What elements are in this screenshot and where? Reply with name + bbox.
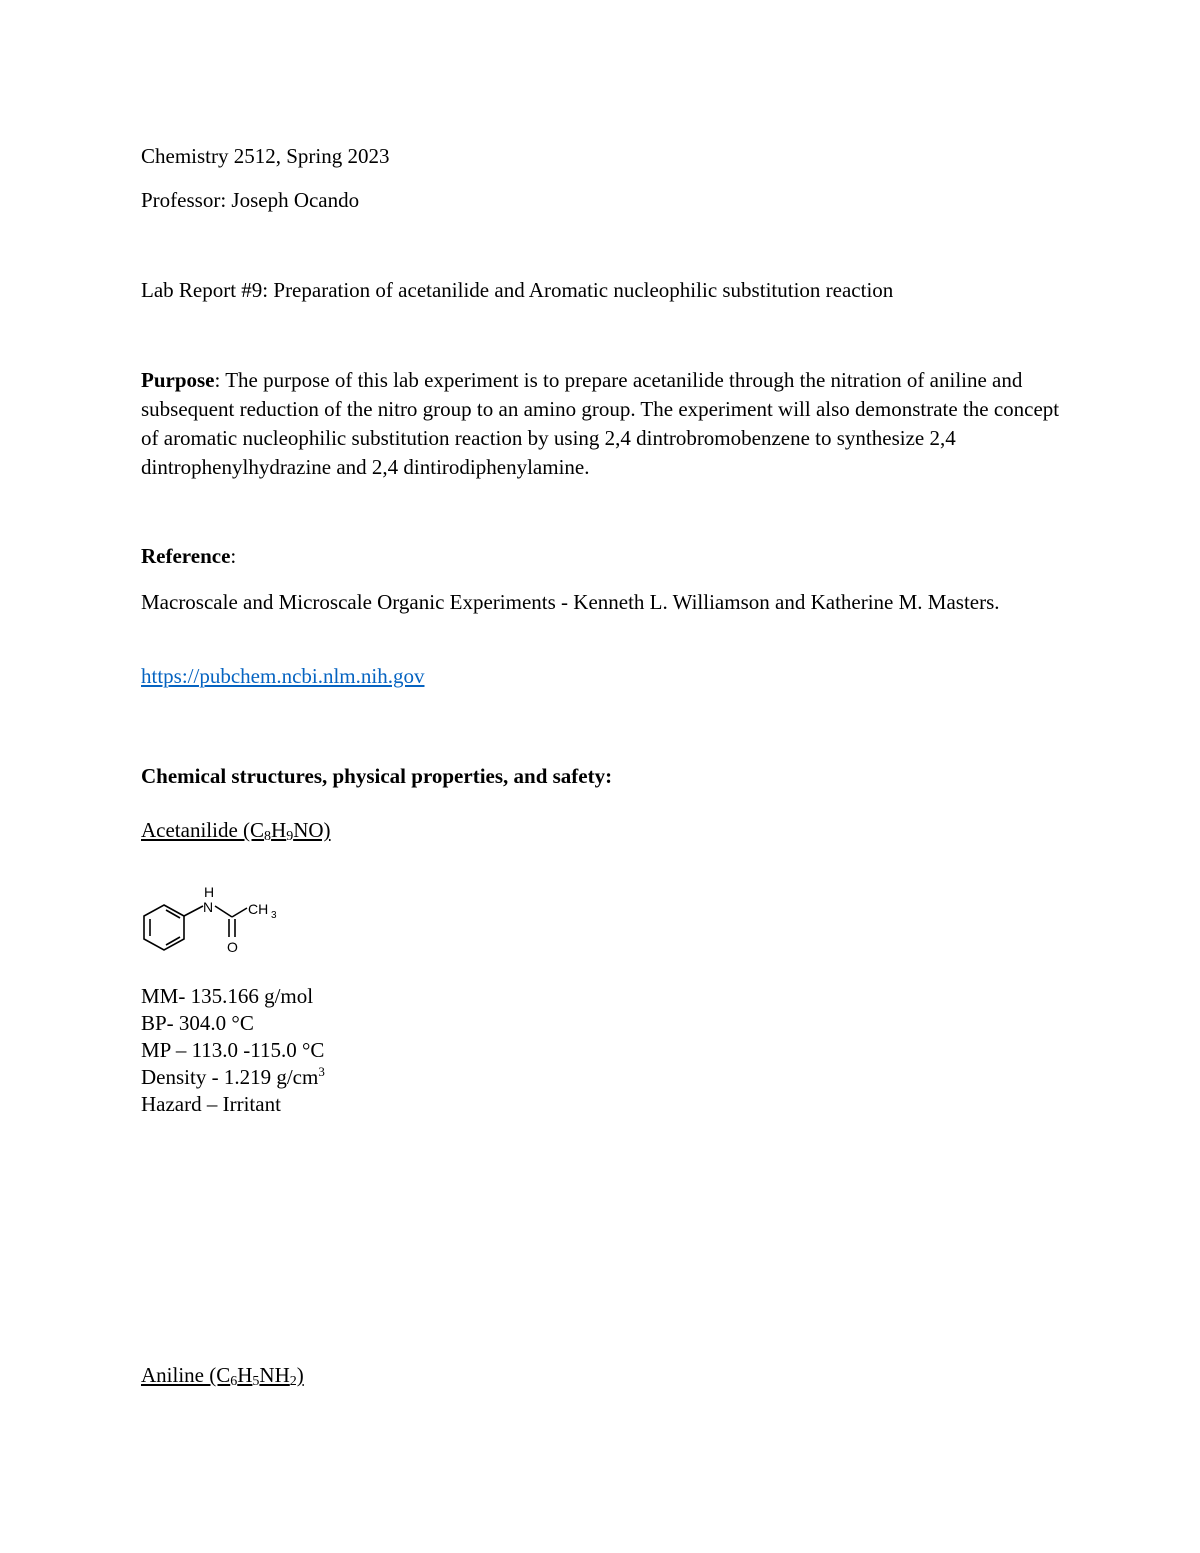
acetanilide-properties xyxy=(141,983,325,1118)
carbon-to-methyl-bond xyxy=(232,908,247,917)
formula-part: H xyxy=(271,818,287,842)
formula-sub: 8 xyxy=(264,829,272,844)
report-title: Lab Report #9: Preparation of acetanilide and Aromatic nucleophilic substitution reaction xyxy=(141,278,894,302)
pubchem-link[interactable]: https://pubchem.ncbi.nlm.nih.gov xyxy=(141,664,425,688)
ring-double-bond xyxy=(166,937,180,945)
professor-line: Professor: Joseph Ocando xyxy=(141,188,360,212)
ring-to-nitrogen-bond xyxy=(184,906,203,916)
section-heading: Chemical structures, physical properties, and safety: xyxy=(141,764,613,788)
reference-separator: : xyxy=(230,544,237,568)
formula-part: NO) xyxy=(293,818,331,842)
formula-part: ) xyxy=(296,1363,304,1387)
density-value: Density - 1.219 g/cm xyxy=(141,1065,319,1089)
boiling-point: BP- 304.0 °C xyxy=(141,1011,254,1035)
formula-sub: 6 xyxy=(230,1374,238,1389)
purpose-label: Purpose xyxy=(141,368,215,392)
aniline-heading xyxy=(141,1361,304,1390)
hazard: Hazard – Irritant xyxy=(141,1092,281,1116)
purpose-text: The purpose of this lab experiment is to prepare acetanilide through the nitration of aniline and subsequent reduction of the nitro group to an amino group. The experiment will also demonstrate the concept of aromatic nucleophilic substitution reaction by using 2,4 dintrobromobenzene to synthesize 2,4 dintrophenylhydrazine and 2,4 dintirodiphenylamine. xyxy=(141,368,1060,479)
melting-point: MP – 113.0 -115.0 °C xyxy=(141,1038,325,1062)
acetanilide-name: Acetanilide (C xyxy=(141,818,265,842)
formula-part: H xyxy=(237,1363,253,1387)
molar-mass: MM- 135.166 g/mol xyxy=(141,984,314,1008)
oxygen-label: O xyxy=(227,939,238,955)
formula-sub: 9 xyxy=(286,829,294,844)
reference-heading xyxy=(141,542,236,571)
course-line: Chemistry 2512, Spring 2023 xyxy=(141,144,390,168)
density-unit-sup: 3 xyxy=(318,1064,325,1079)
reference-book: Macroscale and Microscale Organic Experiments - Kenneth L. Williamson and Katherine M. Masters. xyxy=(141,590,1000,614)
formula-sub: 2 xyxy=(289,1374,297,1389)
acetanilide-heading xyxy=(141,816,331,845)
purpose-separator: : xyxy=(214,368,221,392)
ring-double-bond xyxy=(166,910,180,918)
reference-label: Reference xyxy=(141,544,231,568)
methyl-subscript: 3 xyxy=(271,910,277,921)
acetanilide-structure xyxy=(140,884,290,964)
nitrogen-to-carbon-bond xyxy=(215,906,232,917)
nitrogen-label: N xyxy=(203,899,214,915)
hydrogen-label: H xyxy=(204,884,215,900)
density xyxy=(141,1064,325,1091)
aniline-name: Aniline (C xyxy=(141,1363,231,1387)
methyl-label: CH xyxy=(248,901,269,917)
formula-part: NH xyxy=(259,1363,290,1387)
purpose-paragraph xyxy=(141,366,1061,482)
formula-sub: 5 xyxy=(252,1374,260,1389)
